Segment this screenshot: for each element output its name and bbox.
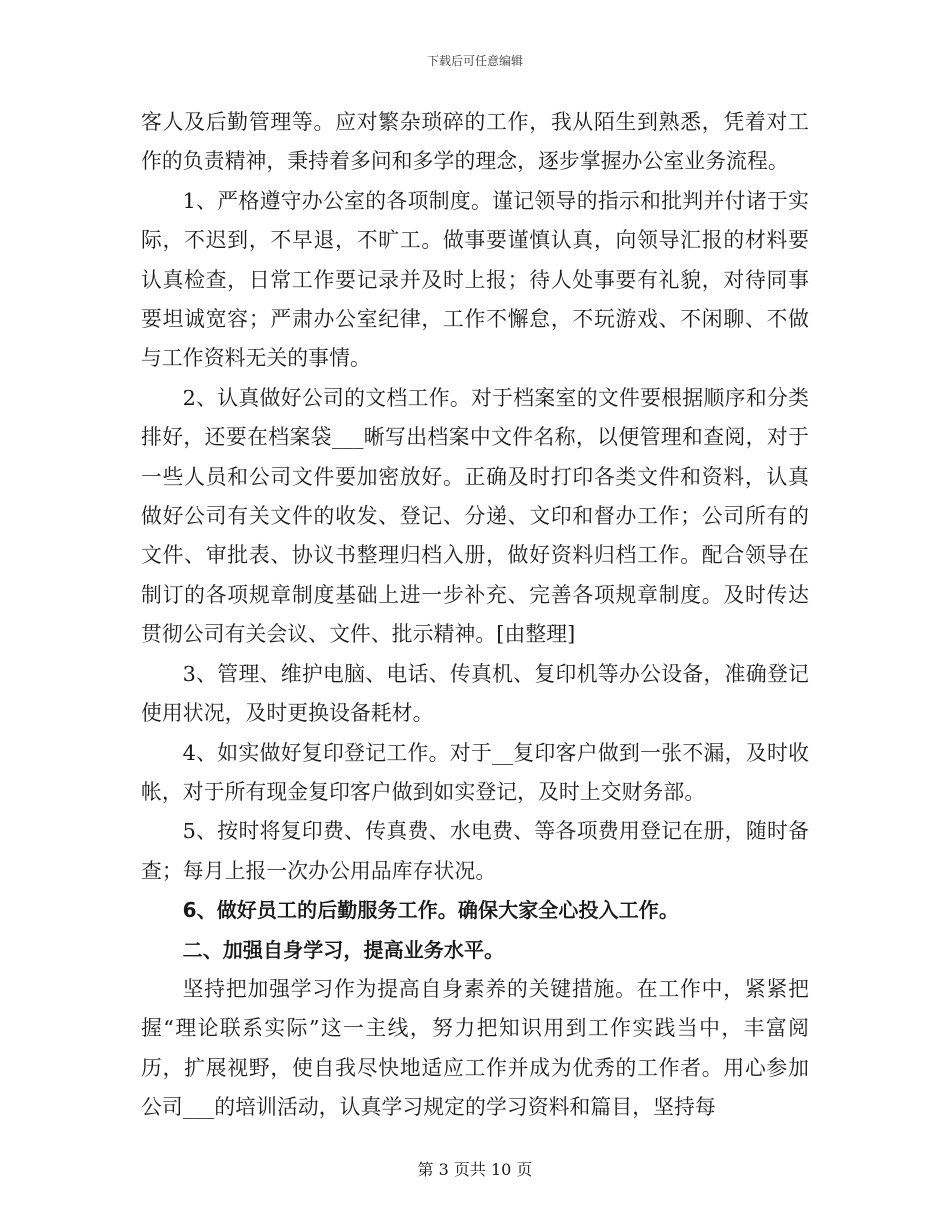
page-header: 下载后可任意编辑 [426,54,523,68]
paragraph-continuation: 客人及后勤管理等。应对繁杂琐碎的工作，我从陌生到熟悉，凭着对工作的负责精神，秉持着多问和多学的理念，逐步掌握办公室业务流程。 [141,110,809,174]
section-heading-2: 二、加强自身学习，提高业务水平。 [182,937,505,962]
document-body [141,103,809,1128]
paragraph-item-5: 5、按时将复印费、传真费、水电费、等各项费用登记在册，随时备查；每月上报一次办公用品库存状况。 [141,819,809,883]
paragraph-item-4: 4、如实做好复印登记工作。对于__复印客户做到一张不漏，及时收帐，对于所有现金复印客户做到如实登记，及时上交财务部。 [141,740,809,804]
paragraph-item-1: 1、严格遵守办公室的各项制度。谨记领导的指示和批判并付诸于实际，不迟到，不早退，不旷工。做事要谨慎认真，向领导汇报的材料要认真检查，日常工作要记录并及时上报；待人处事要有礼貌，对待同事要坦诚宽容；严肃办公室纪律，工作不懈怠，不玩游戏、不闲聊、不做与工作资料无关的事情。 [141,188,809,371]
page-footer: 第 3 页共 10 页 [417,1160,533,1179]
paragraph-study: 坚持把加强学习作为提高自身素养的关键措施。在工作中，紧紧把握“理论联系实际”这一主线，努力把知识用到工作实践当中，丰富阅历，扩展视野，使自我尽快地适应工作并成为优秀的工作者。用心参加公司___的培训活动，认真学习规定的学习资料和篇目，坚持每 [141,976,809,1120]
paragraph-item-6: 6、做好员工的后勤服务工作。确保大家全心投入工作。 [182,898,680,923]
paragraph-item-2: 2、认真做好公司的文档工作。对于档案室的文件要根据顺序和分类排好，还要在档案袋___晰写出档案中文件名称，以便管理和查阅，对于一些人员和公司文件要加密放好。正确及时打印各类文件和资料，认真做好公司有关文件的收发、登记、分递、文印和督办工作；公司所有的文件、审批表、协议书整理归档入册，做好资料归档工作。配合领导在制订的各项规章制度基础上进一步补充、完善各项规章制度。及时传达贯彻公司有关会议、文件、批示精神。[由整理] [141,385,809,647]
paragraph-item-3: 3、管理、维护电脑、电话、传真机、复印机等办公设备，准确登记使用状况，及时更换设备耗材。 [141,661,809,726]
